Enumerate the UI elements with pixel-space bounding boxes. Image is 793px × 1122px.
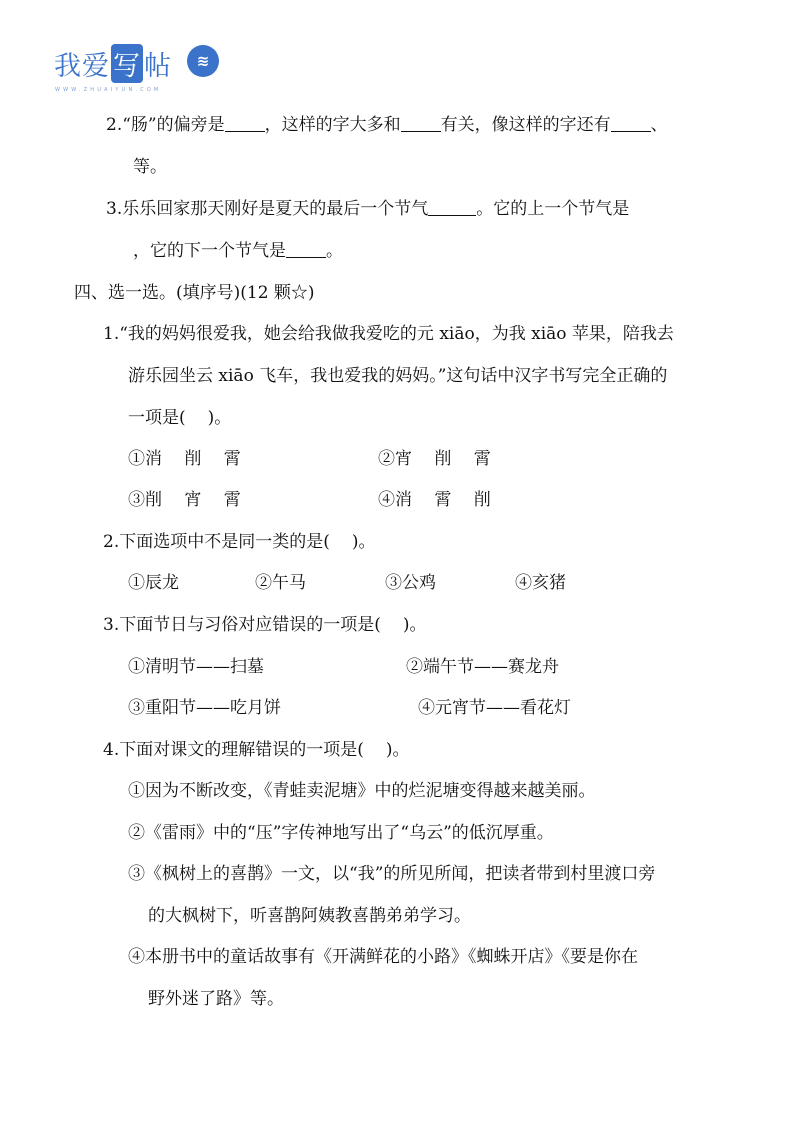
s3-q3-line2: ，它的下一个节气是 。 [133,241,343,261]
answer-blank[interactable] [611,114,651,132]
logo-url: WWW.ZHUAIYUN.COM [55,87,162,93]
s4-q3-option-1: ①清明节——扫墓 [128,657,264,677]
s4-q2-option-3: ③公鸡 [385,573,436,593]
s4-q3-option-2: ②端午节——赛龙舟 [406,657,559,677]
logo-highlight-char: 写 [111,44,143,83]
s4-q4-option-4-line2: 野外迷了路》等。 [148,989,284,1009]
s4-q1-option-4: ④消 霄 削 [378,490,491,510]
s3-q2-line2: 等。 [133,157,167,177]
s4-q4-option-4-line1: ④本册书中的童话故事有《开满鲜花的小路》《蜘蛛开店》《要是你在 [128,947,638,967]
s4-q3-option-3: ③重阳节——吃月饼 [128,698,281,718]
site-logo [54,44,234,96]
s4-q1-option-3: ③削 宵 霄 [128,490,241,510]
logo-text: 我爱 写 帖 [54,44,172,83]
logo-circle-icon: ≋ [187,45,219,77]
s4-q3-option-4: ④元宵节——看花灯 [418,698,571,718]
section4-title: 四、选一选。(填序号)(12 颗☆) [74,283,315,303]
s4-q1-line2: 游乐园坐云 xiāo 飞车，我也爱我的妈妈。”这句话中汉字书写完全正确的 [128,366,668,386]
s4-q3-stem: 3.下面节日与习俗对应错误的一项是( )。 [103,615,427,635]
s3-q3-line1: 3.乐乐回家那天刚好是夏天的最后一个节气 。它的上一个节气是 [106,199,630,219]
s4-q2-option-2: ②午马 [255,573,306,593]
answer-blank[interactable] [286,240,326,258]
s4-q2-option-1: ①辰龙 [128,573,179,593]
answer-blank[interactable] [401,114,441,132]
s4-q4-option-3-line1: ③《枫树上的喜鹊》一文，以“我”的所见所闻，把读者带到村里渡口旁 [128,864,656,884]
s4-q4-option-3-line2: 的大枫树下，听喜鹊阿姨教喜鹊弟弟学习。 [148,906,471,926]
s4-q1-option-1: ①消 削 霄 [128,449,241,469]
answer-blank[interactable] [428,198,476,216]
answer-blank[interactable] [225,114,265,132]
s4-q4-option-1: ①因为不断改变，《青蛙卖泥塘》中的烂泥塘变得越来越美丽。 [128,781,596,801]
s4-q1-line1: 1.“我的妈妈很爱我，她会给我做我爱吃的元 xiāo，为我 xiāo 苹果，陪我去 [103,324,674,344]
s4-q1-option-2: ②宵 削 霄 [378,449,491,469]
s4-q2-option-4: ④亥猪 [515,573,566,593]
s4-q2-stem: 2.下面选项中不是同一类的是( )。 [103,532,376,552]
s3-q2-line1: 2.“肠”的偏旁是 ，这样的字大多和 有关，像这样的字还有 、 [106,115,668,135]
s4-q1-line3: 一项是( )。 [128,408,232,428]
s4-q4-stem: 4.下面对课文的理解错误的一项是( )。 [103,740,410,760]
s4-q4-option-2: ②《雷雨》中的“压”字传神地写出了“乌云”的低沉厚重。 [128,823,554,843]
